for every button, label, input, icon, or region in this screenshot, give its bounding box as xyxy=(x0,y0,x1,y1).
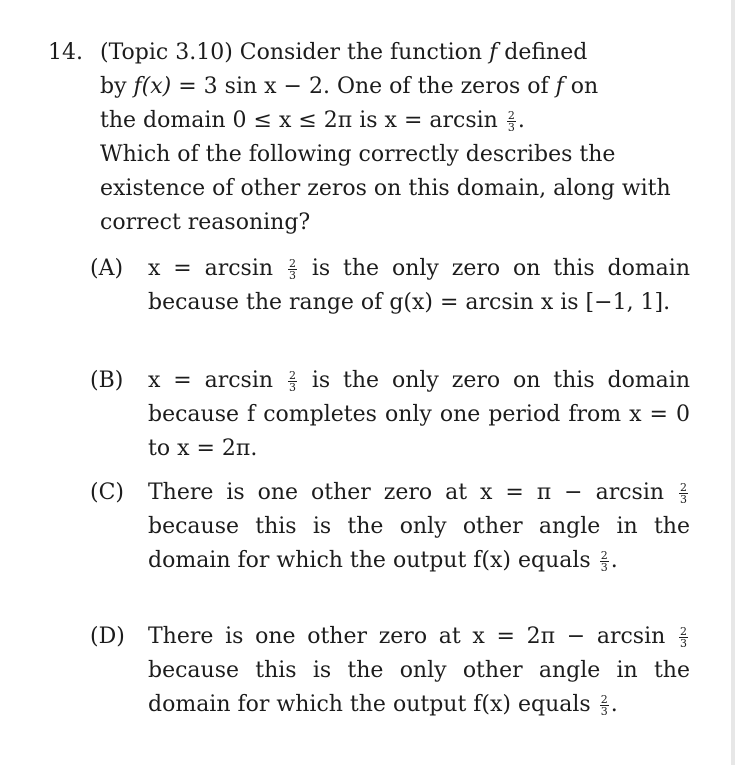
stem-intro: (Topic 3.10) Consider the function xyxy=(100,40,483,65)
function-definition-rhs: = 3 sin x − 2. xyxy=(178,74,330,99)
stem-on: on xyxy=(570,74,599,99)
fraction: $\frac{2}{3}$ xyxy=(680,480,687,506)
option-d[interactable] xyxy=(90,620,690,722)
fraction: $\frac{2}{3}$ xyxy=(600,548,608,574)
option-text: There is one other zero at x = 2π − arcsin $\frac{2}{3}$ because this is the only other angle in the domain for which the output f(x) equals $\frac{2}{3}$ . xyxy=(148,624,690,718)
option-text: x = arcsin $\frac{2}{3}$ is the only zero on this domain because f completes only one period from x = 0 to x = 2π. xyxy=(148,368,691,461)
fraction: $\frac{2}{3}$ xyxy=(680,624,687,650)
function-symbol-2: f xyxy=(555,74,564,99)
stem-line-2 xyxy=(100,70,685,104)
option-letter: (D) xyxy=(90,624,125,649)
fraction: $\frac{2}{3}$ xyxy=(288,368,296,394)
fraction: $\frac{2}{3}$ xyxy=(288,256,296,282)
stem-line-1 xyxy=(100,36,685,70)
question-stem xyxy=(100,36,685,240)
option-a[interactable] xyxy=(90,252,690,320)
option-letter: (B) xyxy=(90,368,124,393)
stem-defined: defined xyxy=(504,40,588,65)
question-prompt: Which of the following correctly describes the existence of other zeros on this domain, along with correct reasoning? xyxy=(100,142,671,235)
option-letter: (A) xyxy=(90,256,124,281)
option-b[interactable] xyxy=(90,364,690,466)
fraction: $\frac{2}{3}$ xyxy=(600,692,608,718)
page-edge xyxy=(731,0,735,765)
stem-line-3: the domain 0 ≤ x ≤ 2π is x = arcsin $\frac{2}{3}$ . xyxy=(100,108,525,134)
option-text: x = arcsin $\frac{2}{3}$ is the only zero on this domain because the range of g(x) = arcsin x is [−1, 1]. xyxy=(148,256,691,315)
option-letter: (C) xyxy=(90,480,124,505)
option-c[interactable] xyxy=(90,476,690,578)
function-symbol: f xyxy=(489,40,498,65)
function-definition-lhs: f(x) xyxy=(133,74,172,99)
question-number: 14. xyxy=(48,40,83,65)
stem-domain: the domain 0 ≤ x ≤ 2π is x = arcsin xyxy=(100,108,498,133)
stem-by: by xyxy=(100,74,127,99)
fraction: $\frac{2}{3}$ xyxy=(507,108,515,134)
option-text: There is one other zero at x = π − arcsin $\frac{2}{3}$ because this is the only other angle in the domain for which the output f(x) equals $\frac{2}{3}$ . xyxy=(148,480,690,574)
stem-one-of: One of the zeros of xyxy=(336,74,549,99)
